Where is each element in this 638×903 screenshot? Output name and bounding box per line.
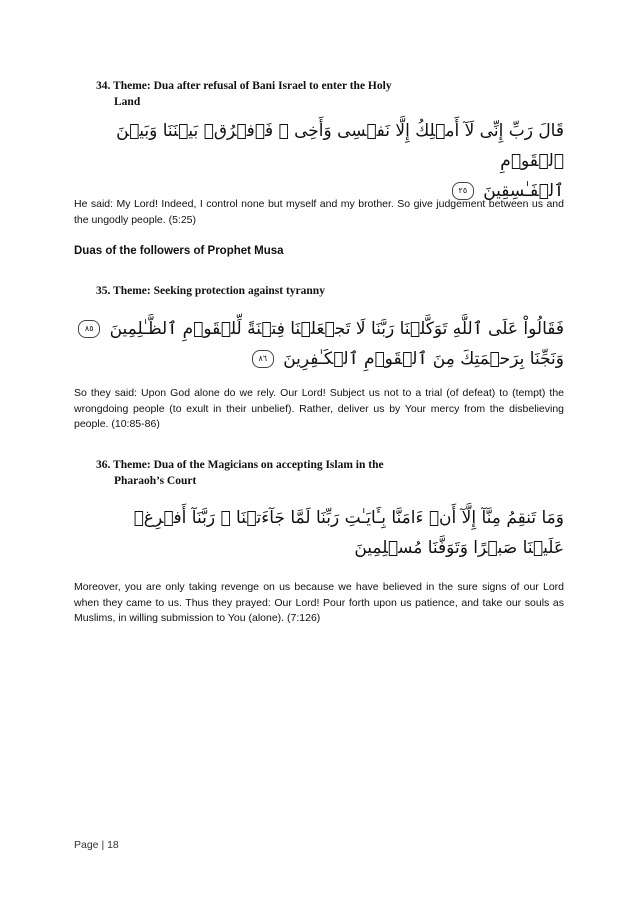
dua-34-arabic-verse (74, 116, 564, 206)
dua-36-number: 36. (96, 459, 111, 471)
dua-34-arabic-line1: قَالَ رَبِّ إِنِّى لَآ أَمۡلِكُ إِلَّا نَفۡسِى وَأَخِى ۖ فَٱفۡرُقۡ بَيۡنَنَا وَبَيۡنَ ٱلۡقَوۡمِ (116, 121, 564, 171)
dua-34-translation: He said: My Lord! Indeed, I control none but myself and my brother. So give judgement between us and the ungodly people. (5:25) (74, 198, 564, 226)
dua-36-arabic-line2: عَلَيۡنَا صَبۡرًا وَتَوَفَّنَا مُسۡلِمِينَ (354, 538, 564, 558)
dua-34-theme-heading (96, 78, 456, 110)
dua-34-title-line2: Land (114, 96, 141, 108)
dua-35-title-line1: Theme: Seeking protection against tyranny (113, 285, 325, 297)
dua-35-number: 35. (96, 285, 111, 297)
dua-35-arabic-line2: وَنَجِّنَا بِرَحۡمَتِكَ مِنَ ٱلۡقَوۡمِ ٱلۡكَـٰفِرِينَ (283, 349, 564, 369)
dua-36-arabic-verse (74, 503, 564, 563)
dua-36-translation: Moreover, you are only taking revenge on us because we have believed in the sure signs of our Lord when they came to us. Thus they prayed: Our Lord! Pour forth upon us patience, and take our souls as Muslims, in willing submission to You (alone). (7:126) (74, 581, 564, 624)
dua-35-theme-heading (96, 283, 456, 299)
dua-35-ayah-marker-2: ٨٦ (252, 350, 274, 368)
section-heading: Duas of the followers of Prophet Musa (74, 245, 284, 257)
dua-35-arabic-verse (74, 314, 564, 374)
dua-34-number: 34. (96, 80, 111, 92)
dua-36-theme-heading (96, 457, 456, 489)
dua-36-title-line1: Theme: Dua of the Magicians on accepting Islam in the (113, 459, 384, 471)
dua-35-ayah-marker-1: ٨٥ (78, 320, 100, 338)
dua-34-arabic-line2: ٱلۡفَـٰسِقِينَ (483, 181, 564, 201)
dua-36-title-line2: Pharaoh’s Court (114, 475, 197, 487)
dua-35-translation: So they said: Upon God alone do we rely. Our Lord! Subject us not to a trial (of defeat) to (tempt) the wrongdoing people (to exult in their unbelief). Rather, deliver us by Your mercy from the disbelieving people. (10:85-86) (74, 387, 564, 430)
dua-34-title-line1: Theme: Dua after refusal of Bani Israel to enter the Holy (113, 80, 392, 92)
dua-35-arabic-line1: فَقَالُواْ عَلَى ٱللَّهِ تَوَكَّلۡنَا رَبَّنَا لَا تَجۡعَلۡنَا فِتۡنَةً لِّلۡقَوۡمِ ٱلظَّـٰلِمِينَ (109, 319, 564, 339)
dua-36-arabic-line1: وَمَا تَنقِمُ مِنَّآ إِلَّآ أَنۡ ءَامَنَّا بِـَٔايَـٰتِ رَبِّنَا لَمَّا جَآءَتۡنَا ۚ رَبَّنَآ أَفۡرِغۡ (133, 508, 564, 528)
page-footer: Page | 18 (74, 839, 119, 851)
dua-34-ayah-marker: ٢٥ (452, 182, 474, 200)
